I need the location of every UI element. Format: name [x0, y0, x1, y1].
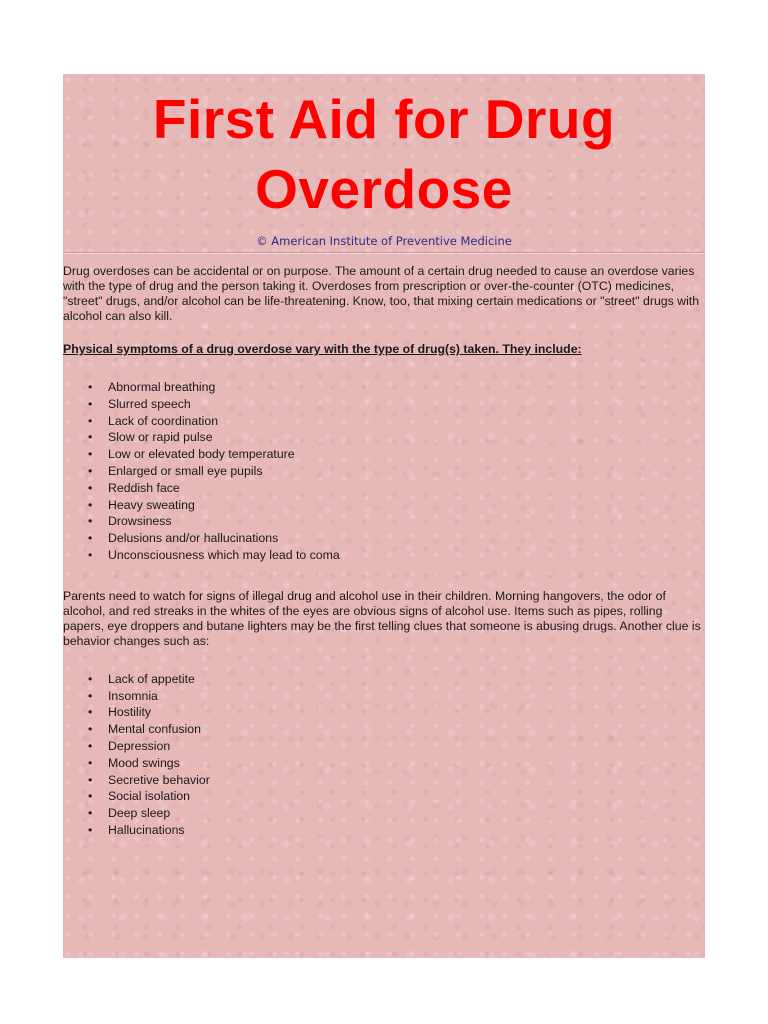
symptom-item: • Slow or rapid pulse — [108, 429, 705, 446]
title-line-2: Overdose — [255, 158, 513, 220]
behavior-change-item: • Hallucinations — [108, 822, 705, 839]
divider — [63, 252, 705, 254]
symptom-item: • Reddish face — [108, 480, 705, 497]
behavior-change-item: • Depression — [108, 738, 705, 755]
symptom-item: • Enlarged or small eye pupils — [108, 463, 705, 480]
title-line-1: First Aid for Drug — [152, 88, 616, 150]
symptom-item: • Unconsciousness which may lead to coma — [108, 547, 705, 564]
symptom-item: • Abnormal breathing — [108, 379, 705, 396]
symptoms-heading: Physical symptoms of a drug overdose vary with the type of drug(s) taken. They include: — [63, 342, 582, 356]
intro-paragraph: Drug overdoses can be accidental or on purpose. The amount of a certain drug needed to cause an overdose varies with the type of drug and the person taking it. Overdoses from prescription or over-the-counter (OTC) medicines, "street" drugs, and/or alcohol can be life-threatening. Know, too, that mixing certain medications or "street" drugs with alcohol can also kill. — [63, 264, 700, 323]
symptom-item: • Slurred speech — [108, 396, 705, 413]
behavior-change-item: • Hostility — [108, 704, 705, 721]
behavior-changes-list — [63, 671, 705, 839]
behavior-change-item: • Insomnia — [108, 688, 705, 705]
copyright-credit: © American Institute of Preventive Medicine — [256, 234, 512, 248]
article-body — [63, 264, 705, 839]
symptom-item: • Lack of coordination — [108, 413, 705, 430]
behavior-change-item: • Mental confusion — [108, 721, 705, 738]
symptom-item: • Heavy sweating — [108, 497, 705, 514]
behavior-change-item: • Deep sleep — [108, 805, 705, 822]
symptom-item: • Delusions and/or hallucinations — [108, 530, 705, 547]
page-title — [63, 74, 705, 224]
symptom-item: • Drowsiness — [108, 513, 705, 530]
behavior-change-item: • Social isolation — [108, 788, 705, 805]
parents-paragraph: Parents need to watch for signs of illegal drug and alcohol use in their children. Morning hangovers, the odor of alcohol, and red streaks in the whites of the eyes are obvious signs of alcohol use. Items such as pipes, rolling papers, eye droppers and butane lighters may be the first telling clues that someone is abusing drugs. Another clue is behavior changes such as: — [63, 588, 701, 648]
symptom-item: • Low or elevated body temperature — [108, 446, 705, 463]
symptoms-list — [63, 379, 705, 564]
behavior-change-item: • Lack of appetite — [108, 671, 705, 688]
behavior-change-item: • Mood swings — [108, 755, 705, 772]
behavior-change-item: • Secretive behavior — [108, 772, 705, 789]
document-page — [63, 74, 705, 958]
